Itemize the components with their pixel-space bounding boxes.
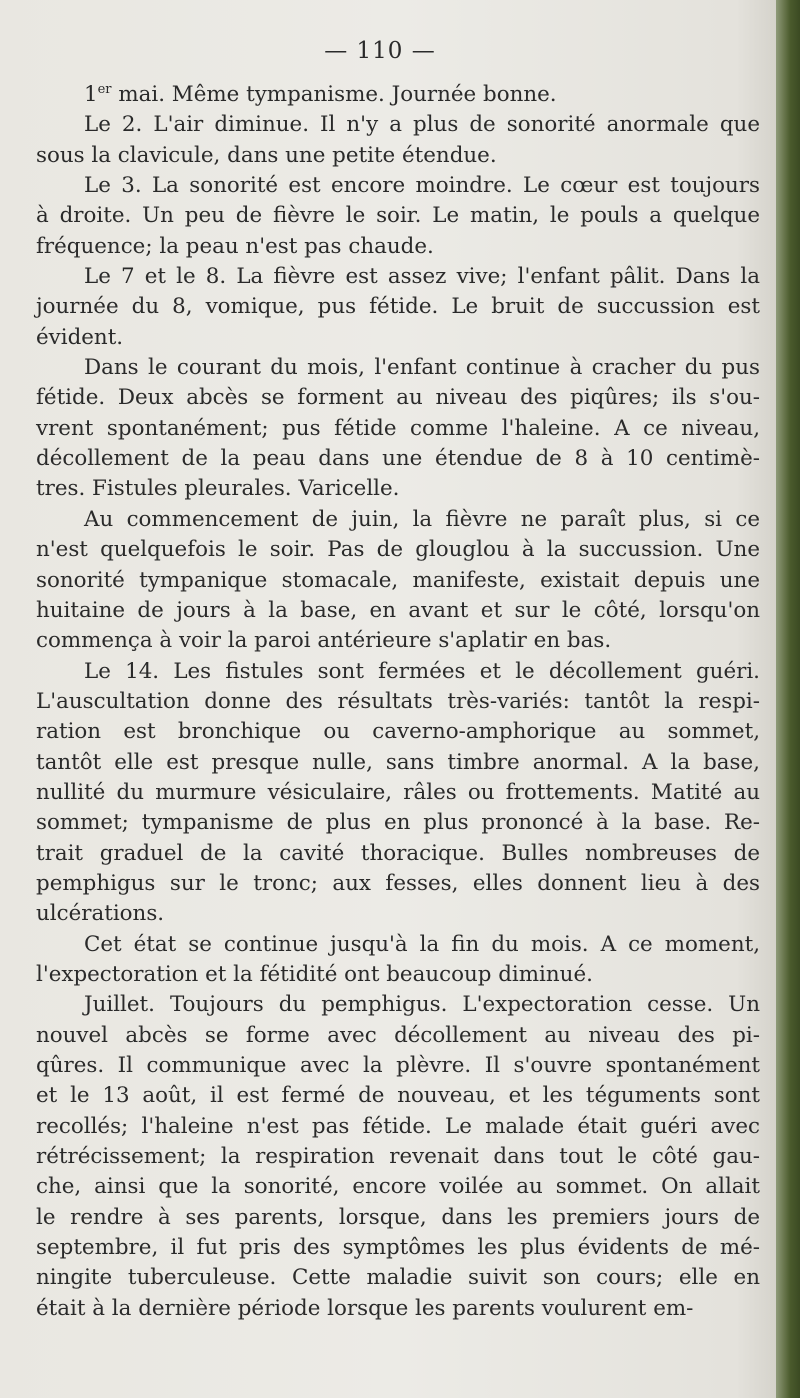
text-line: tres. Fistules pleurales. Varicelle. bbox=[36, 476, 400, 502]
page-edge bbox=[776, 0, 800, 1398]
paragraph bbox=[36, 930, 760, 991]
text-line: recollés; l'haleine n'est pas fétide. Le malade était guéri avec bbox=[36, 1113, 760, 1139]
text-line: décollement de la peau dans une étendue de 8 à 10 centimè- bbox=[36, 446, 760, 472]
text-line: vrent spontanément; pus fétide comme l'haleine. A ce niveau, bbox=[36, 415, 760, 441]
text-line: sonorité tympanique stomacale, manifeste, existait depuis une bbox=[36, 567, 760, 593]
text-line: Le 3. La sonorité est encore moindre. Le cœur est toujours bbox=[84, 173, 760, 199]
text-line: à droite. Un peu de fièvre le soir. Le matin, le pouls a quelque bbox=[36, 203, 760, 229]
body-text bbox=[36, 80, 760, 1324]
text-line: le rendre à ses parents, lorsque, dans les premiers jours de bbox=[36, 1204, 760, 1230]
text-line: Cet état se continue jusqu'à la fin du mois. A ce moment, bbox=[84, 931, 760, 957]
text-line: septembre, il fut pris des symptômes les plus évidents de mé- bbox=[36, 1235, 760, 1261]
text-line: tantôt elle est presque nulle, sans timbre anormal. A la base, bbox=[36, 749, 760, 775]
text-line: qûres. Il communique avec la plèvre. Il s'ouvre spontanément bbox=[36, 1053, 760, 1078]
text-line: et le 13 août, il est fermé de nouveau, et les téguments sont bbox=[36, 1083, 760, 1109]
text-line: che, ainsi que la sonorité, encore voilée au sommet. On allait bbox=[36, 1174, 760, 1200]
text-line: Le 7 et le 8. La fièvre est assez vive; l'enfant pâlit. Dans la bbox=[84, 264, 760, 290]
text-line: fréquence; la peau n'est pas chaude. bbox=[36, 233, 434, 259]
text-line: ulcérations. bbox=[36, 901, 165, 927]
text-line: Le 14. Les fistules sont fermées et le décollement guéri. bbox=[84, 658, 760, 684]
paragraph bbox=[36, 262, 760, 353]
paragraph bbox=[36, 171, 760, 262]
text-line: ration est bronchique ou caverno-amphorique au sommet, bbox=[36, 719, 760, 745]
text-line: huitaine de jours à la base, en avant et sur le côté, lorsqu'on bbox=[36, 597, 760, 623]
text-line: pemphigus sur le tronc; aux fesses, elles donnent lieu à des bbox=[36, 870, 760, 896]
page-number: — 110 — bbox=[324, 38, 436, 64]
text-line: Dans le courant du mois, l'enfant continue à cracher du pus bbox=[84, 355, 760, 381]
text-line: ningite tuberculeuse. Cette maladie suivit son cours; elle en bbox=[36, 1265, 760, 1291]
text-line: fétide. Deux abcès se forment au niveau des piqûres; ils s'ou- bbox=[36, 385, 760, 411]
text-line: rétrécissement; la respiration revenait dans tout le côté gau- bbox=[36, 1144, 760, 1170]
text-line: n'est quelquefois le soir. Pas de glouglou à la succussion. Une bbox=[36, 537, 760, 563]
text-line: Au commencement de juin, la fièvre ne paraît plus, si ce bbox=[84, 506, 760, 532]
text-line: nullité du murmure vésiculaire, râles ou frottements. Matité au bbox=[36, 779, 760, 805]
text-line: L'auscultation donne des résultats très-variés: tantôt la respi- bbox=[36, 688, 760, 714]
text-line: sous la clavicule, dans une petite étendue. bbox=[36, 142, 497, 168]
paragraph bbox=[36, 657, 760, 930]
text-line: Le 2. L'air diminue. Il n'y a plus de sonorité anormale que bbox=[84, 112, 760, 138]
paragraph bbox=[36, 110, 760, 171]
text-line: commença à voir la paroi antérieure s'aplatir en bas. bbox=[36, 628, 612, 654]
text-line: nouvel abcès se forme avec décollement au niveau des pi- bbox=[36, 1022, 760, 1048]
paragraph bbox=[36, 990, 760, 1324]
paragraph bbox=[60, 80, 760, 110]
text-line: 1er mai. Même tympanisme. Journée bonne. bbox=[84, 81, 557, 107]
text-line: évident. bbox=[36, 324, 124, 350]
text-line: l'expectoration et la fétidité ont beaucoup diminué. bbox=[36, 961, 593, 987]
text-line: trait graduel de la cavité thoracique. Bulles nombreuses de bbox=[36, 840, 760, 866]
text-line: journée du 8, vomique, pus fétide. Le bruit de succussion est bbox=[36, 294, 760, 320]
paragraph bbox=[36, 505, 760, 657]
text-line: sommet; tympanisme de plus en plus prononcé à la base. Re- bbox=[36, 810, 760, 836]
paragraph bbox=[36, 353, 760, 505]
text-line: était à la dernière période lorsque les parents voulurent em- bbox=[36, 1295, 694, 1321]
text-line: Juillet. Toujours du pemphigus. L'expectoration cesse. Un bbox=[84, 992, 760, 1018]
